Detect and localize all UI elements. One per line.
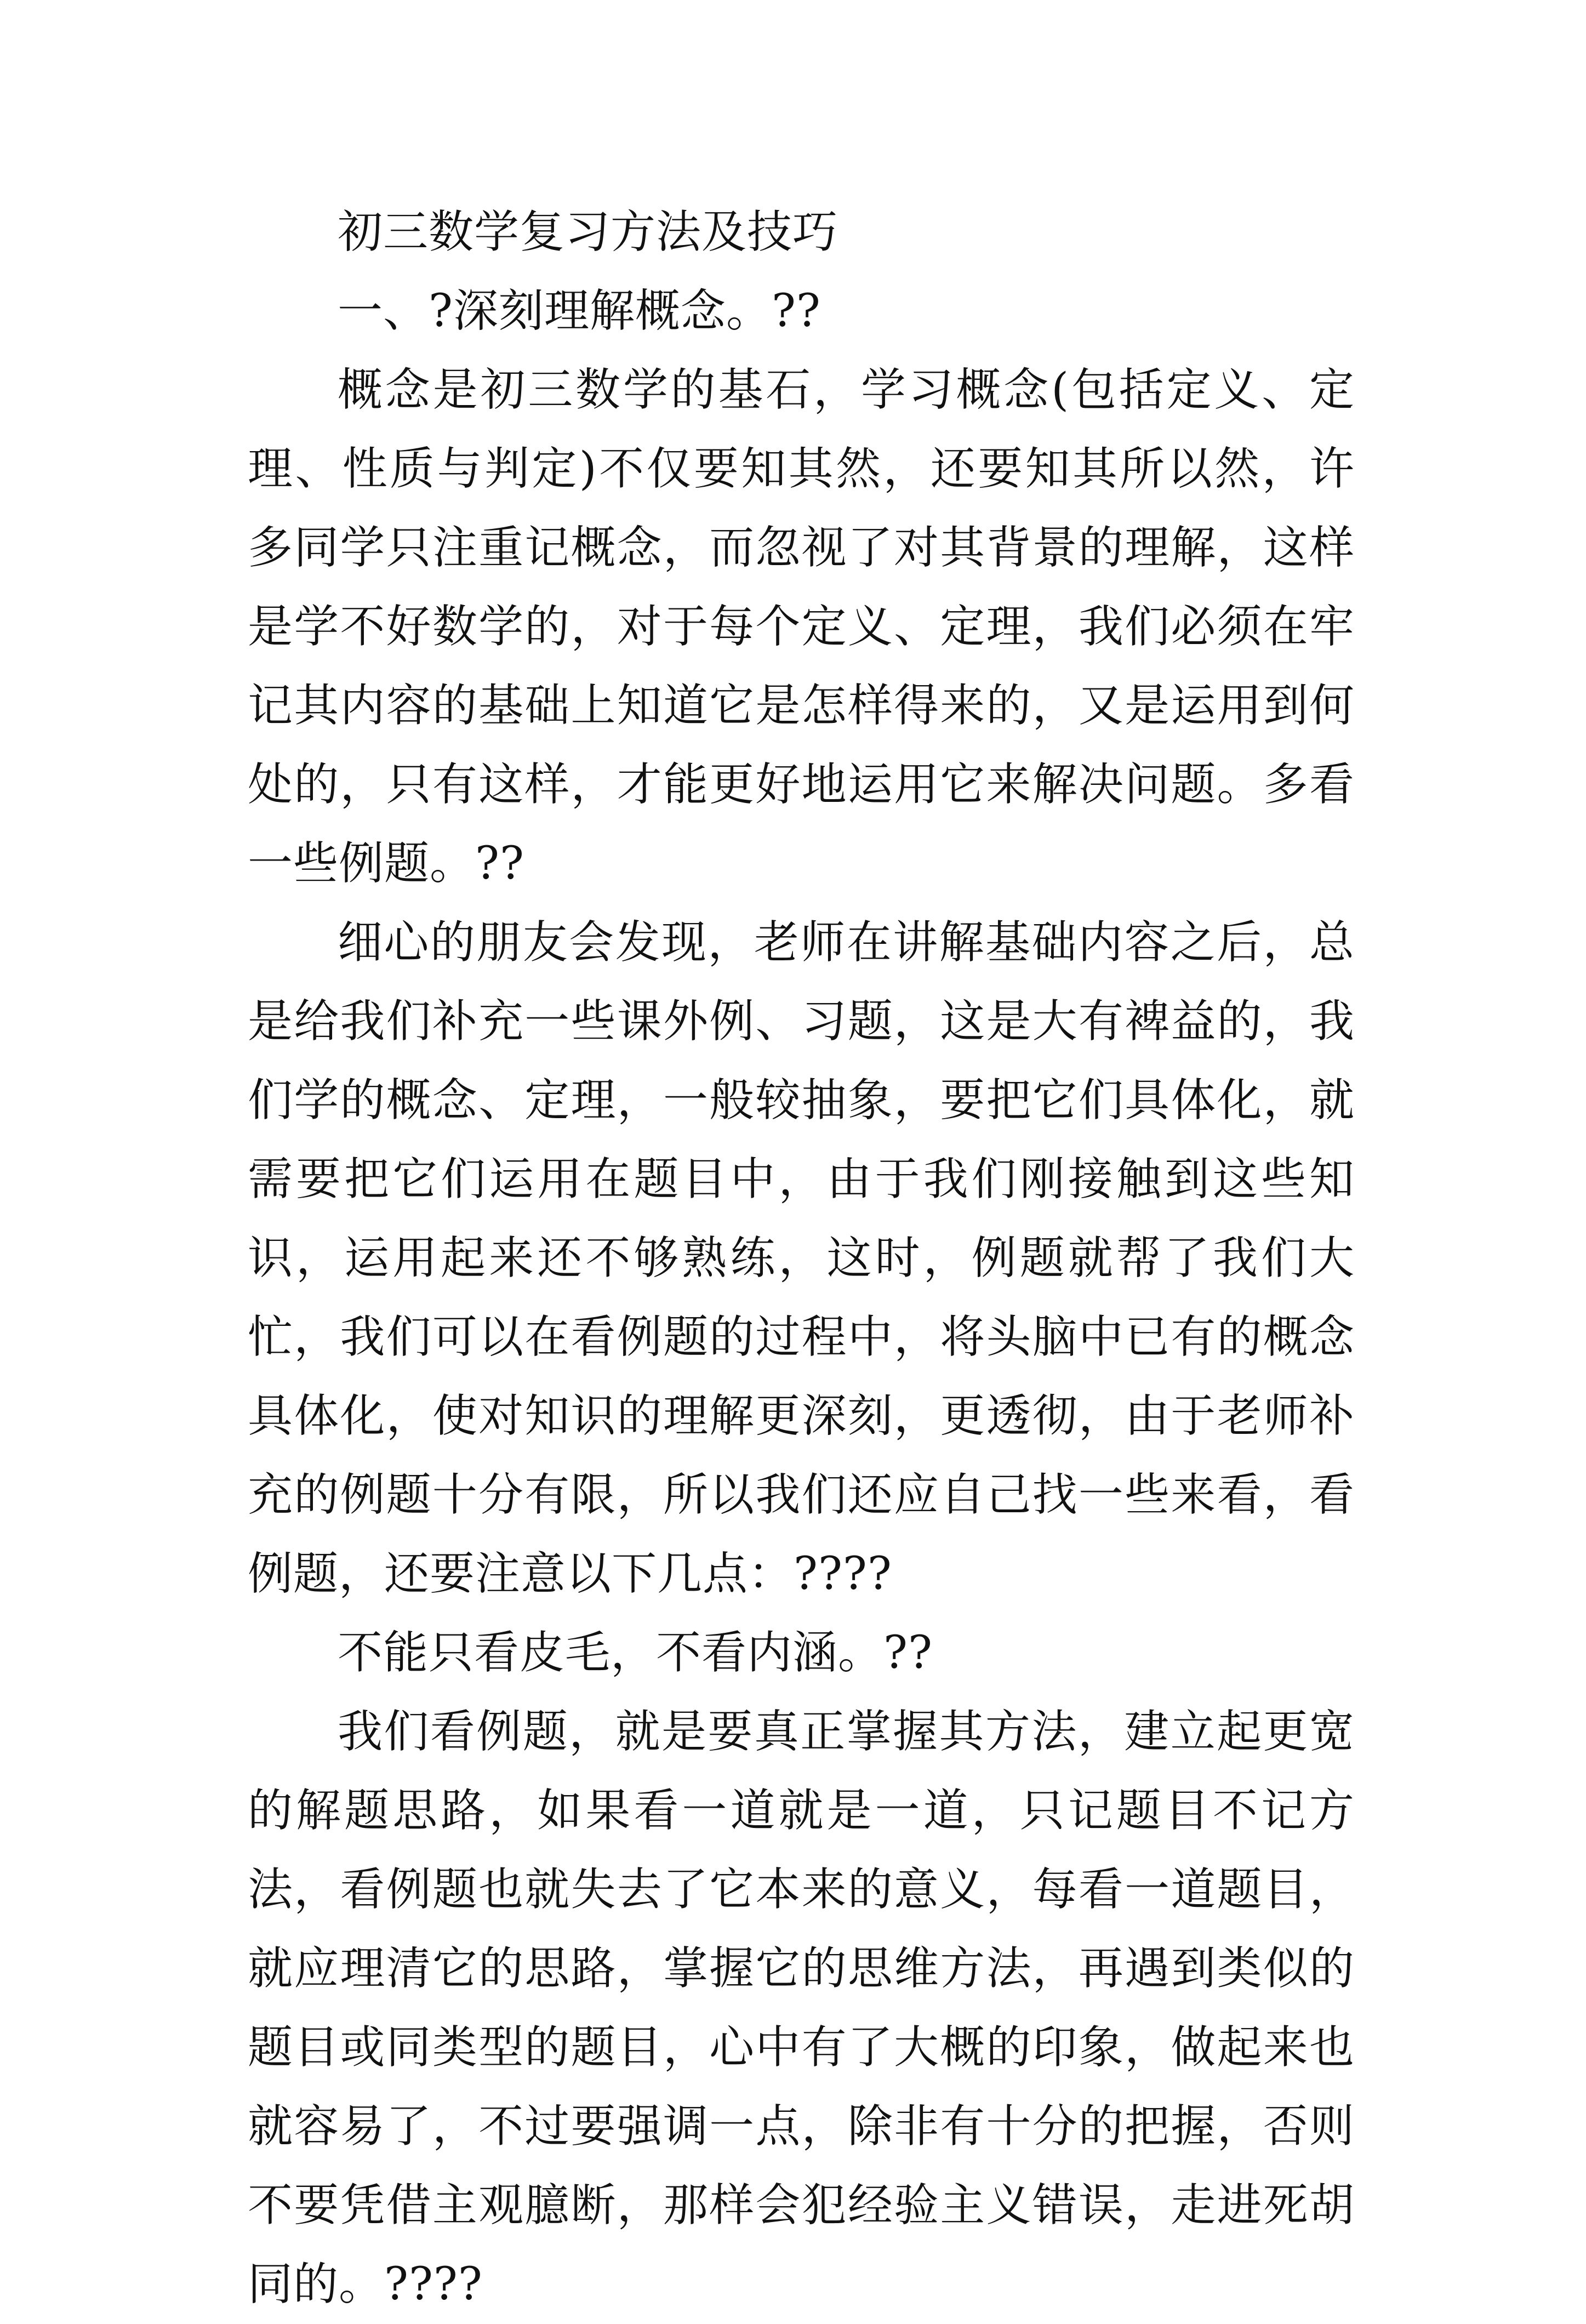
- section-heading: 一、?深刻理解概念。??: [338, 285, 821, 337]
- document-title: 初三数学复习方法及技巧: [338, 206, 838, 258]
- paragraph: 不能只看皮毛，不看内涵。??: [338, 1627, 933, 1679]
- paragraph: 细心的朋友会发现，老师在讲解基础内容之后，总是给我们补充一些课外例、习题，这是大有裨益的，我们学的概念、定理，一般较抽象，要把它们具体化，就需要把它们运用在题目中，由于我们刚接触到这些知识，运用起来还不够熟练，这时，例题就帮了我们大忙，我们可以在看例题的过程中，将头脑中已有的概念具体化，使对知识的理解更深刻，更透彻，由于老师补充的例题十分有限，所以我们还应自己找一些来看，看例题，还要注意以下几点：????: [248, 916, 1355, 1600]
- paragraph: 概念是初三数学的基石，学习概念(包括定义、定理、性质与判定)不仅要知其然，还要知其所以然，许多同学只注重记概念，而忽视了对其背景的理解，这样是学不好数学的，对于每个定义、定理，我们必须在牢记其内容的基础上知道它是怎样得来的，又是运用到何处的，只有这样，才能更好地运用它来解决问题。多看一些例题。??: [248, 364, 1355, 890]
- paragraph: 我们看例题，就是要真正掌握其方法，建立起更宽的解题思路，如果看一道就是一道，只记题目不记方法，看例题也就失去了它本来的意义，每看一道题目，就应理清它的思路，掌握它的思维方法，再遇到类似的题目或同类型的题目，心中有了大概的印象，做起来也就容易了，不过要强调一点，除非有十分的把握，否则不要凭借主观臆断，那样会犯经验主义错误，走进死胡同的。????: [248, 1706, 1355, 2310]
- document-body: [248, 193, 1355, 2324]
